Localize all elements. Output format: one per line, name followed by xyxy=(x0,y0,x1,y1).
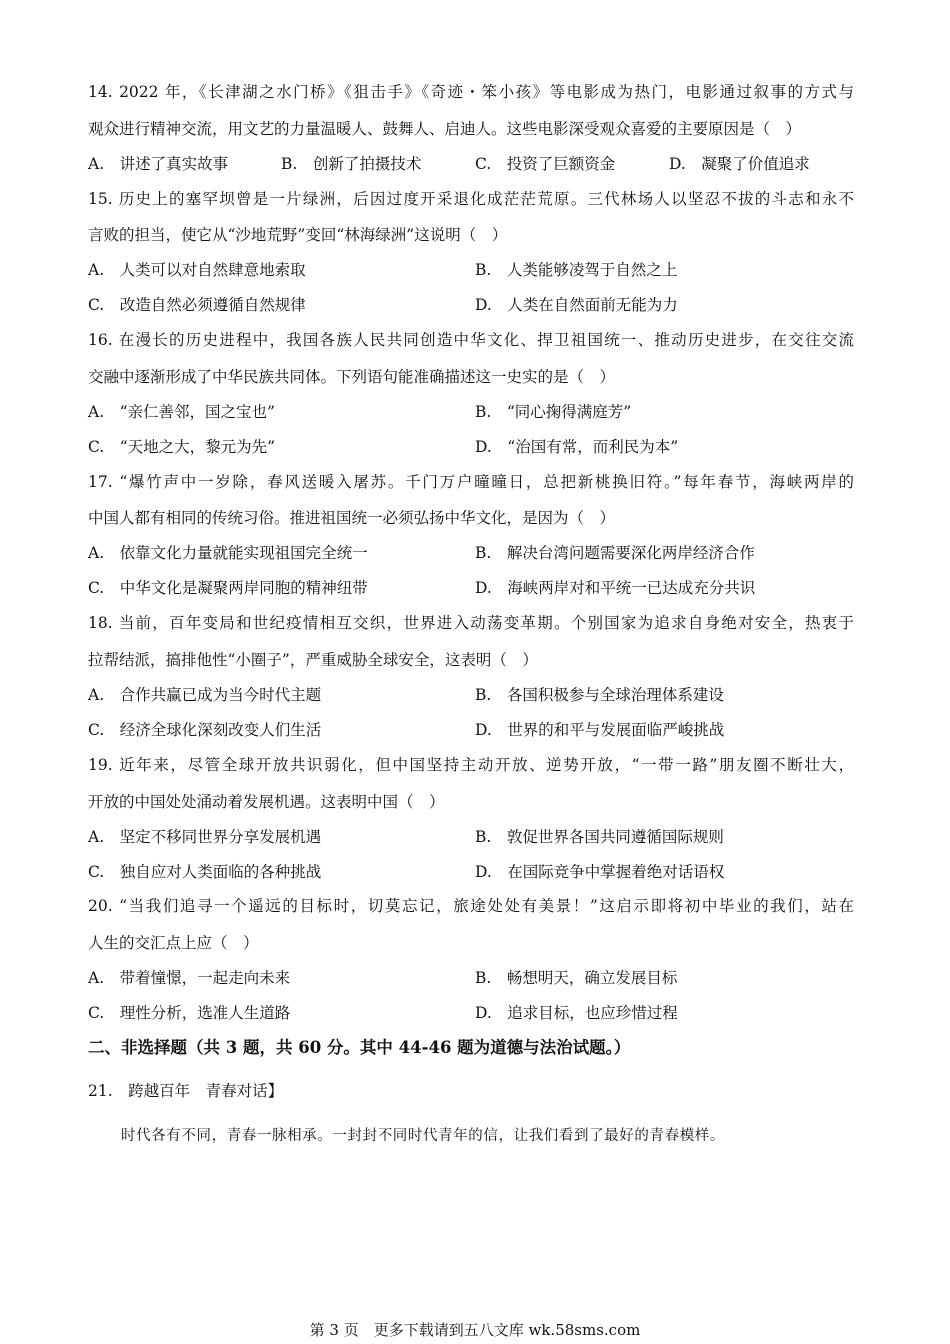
section-heading: 二、非选择题（共 3 题，共 60 分。其中 44-46 题为道德与法治试题。） xyxy=(88,1038,631,1057)
question-16-line-1: 16. 在漫长的历史进程中，我国各族人民共同创造中华文化、捍卫祖国统一、推动历史进步，在交往交流 xyxy=(88,331,854,349)
question-15-option-c: C. 改造自然必须遵循自然规律 xyxy=(88,296,306,314)
question-17-line-1: 17. “爆竹声中一岁除，春风送暖入屠苏。千门万户曈曈日，总把新桃换旧符。”每年春节，海峡两岸的 xyxy=(88,473,854,491)
question-17-option-b: B. 解决台湾问题需要深化两岸经济合作 xyxy=(475,544,755,562)
question-14-option-b: B. 创新了拍摄技术 xyxy=(281,155,422,173)
question-14-option-d: D. 凝聚了价值追求 xyxy=(669,155,810,173)
question-19-option-c: C. 独自应对人类面临的各种挑战 xyxy=(88,863,322,881)
question-15-option-b: B. 人类能够凌驾于自然之上 xyxy=(475,261,678,279)
question-18-option-d: D. 世界的和平与发展面临严峻挑战 xyxy=(475,721,725,739)
question-14-option-a: A. 讲述了真实故事 xyxy=(88,155,229,173)
question-15-option-a: A. 人类可以对自然肆意地索取 xyxy=(88,261,306,279)
question-20-line-2: 人生的交汇点上应（ ） xyxy=(88,934,259,952)
question-16-option-d: D. “治国有常，而利民为本” xyxy=(475,438,679,456)
question-19-option-a: A. 坚定不移同世界分享发展机遇 xyxy=(88,828,322,846)
question-18-option-b: B. 各国积极参与全球治理体系建设 xyxy=(475,686,724,704)
question-17-option-d: D. 海峡两岸对和平统一已达成充分共识 xyxy=(475,579,756,597)
question-15-option-d: D. 人类在自然面前无能为力 xyxy=(475,296,678,314)
question-16-option-a: A. “亲仁善邻，国之宝也” xyxy=(88,403,275,421)
question-16-line-2: 交融中逐渐形成了中华民族共同体。下列语句能准确描述这一史实的是（ ） xyxy=(88,368,616,386)
question-20-option-d: D. 追求目标，也应珍惜过程 xyxy=(475,1004,678,1022)
question-18-line-1: 18. 当前，百年变局和世纪疫情相互交织，世界进入动荡变革期。个别国家为追求自身绝对安全，热衷于 xyxy=(88,614,854,632)
question-15-line-2: 言败的担当，使它从“沙地荒野”变回“林海绿洲”这说明（ ） xyxy=(88,226,508,244)
question-16-option-b: B. “同心掬得满庭芳” xyxy=(475,403,632,421)
question-16-option-c: C. “天地之大，黎元为先” xyxy=(88,438,276,456)
question-14-option-c: C. 投资了巨额资金 xyxy=(475,155,616,173)
question-19-line-2: 开放的中国处处涌动着发展机遇。这表明中国（ ） xyxy=(88,793,445,811)
question-14-line-1: 14. 2022 年，《长津湖之水门桥》《狙击手》《奇迹・笨小孩》等电影成为热门，电影通过叙事的方式与 xyxy=(88,83,854,101)
question-17-option-c: C. 中华文化是凝聚两岸同胞的精神纽带 xyxy=(88,579,368,597)
question-19-option-d: D. 在国际竞争中掌握着绝对话语权 xyxy=(475,863,725,881)
question-15-line-1: 15. 历史上的塞罕坝曾是一片绿洲，后因过度开采退化成茫茫荒原。三代林场人以坚忍不拔的斗志和永不 xyxy=(88,190,854,208)
question-20-line-1: 20. “当我们追寻一个遥远的目标时，切莫忘记，旅途处处有美景！”这启示即将初中毕业的我们，站在 xyxy=(88,897,854,915)
question-18-option-a: A. 合作共赢已成为当今时代主题 xyxy=(88,686,322,704)
question-20-option-b: B. 畅想明天，确立发展目标 xyxy=(475,969,678,987)
question-21-quote: 时代各有不同，青春一脉相承。一封封不同时代青年的信，让我们看到了最好的青春模样。 xyxy=(121,1128,725,1144)
question-19-line-1: 19. 近年来，尽管全球开放共识弱化，但中国坚持主动开放、逆势开放，“一带一路”朋友圈不断壮大， xyxy=(88,756,854,774)
question-14-line-2: 观众进行精神交流，用文艺的力量温暖人、鼓舞人、启迪人。这些电影深受观众喜爱的主要原因是（ ） xyxy=(88,120,802,138)
question-18-line-2: 拉帮结派，搞排他性“小圈子”，严重威胁全球安全，这表明（ ） xyxy=(88,651,538,669)
question-17-line-2: 中国人都有相同的传统习俗。推进祖国统一必须弘扬中华文化，是因为（ ） xyxy=(88,509,616,527)
question-17-option-a: A. 依靠文化力量就能实现祖国完全统一 xyxy=(88,544,368,562)
question-21-title: 21. 跨越百年 青春对话】 xyxy=(88,1082,284,1100)
question-18-option-c: C. 经济全球化深刻改变人们生活 xyxy=(88,721,322,739)
question-20-option-a: A. 带着憧憬，一起走向未来 xyxy=(88,969,291,987)
question-19-option-b: B. 敦促世界各国共同遵循国际规则 xyxy=(475,828,724,846)
question-20-option-c: C. 理性分析，选准人生道路 xyxy=(88,1004,291,1022)
page-footer: 第 3 页 更多下载请到五八文库 wk.58sms.com xyxy=(309,1321,641,1339)
